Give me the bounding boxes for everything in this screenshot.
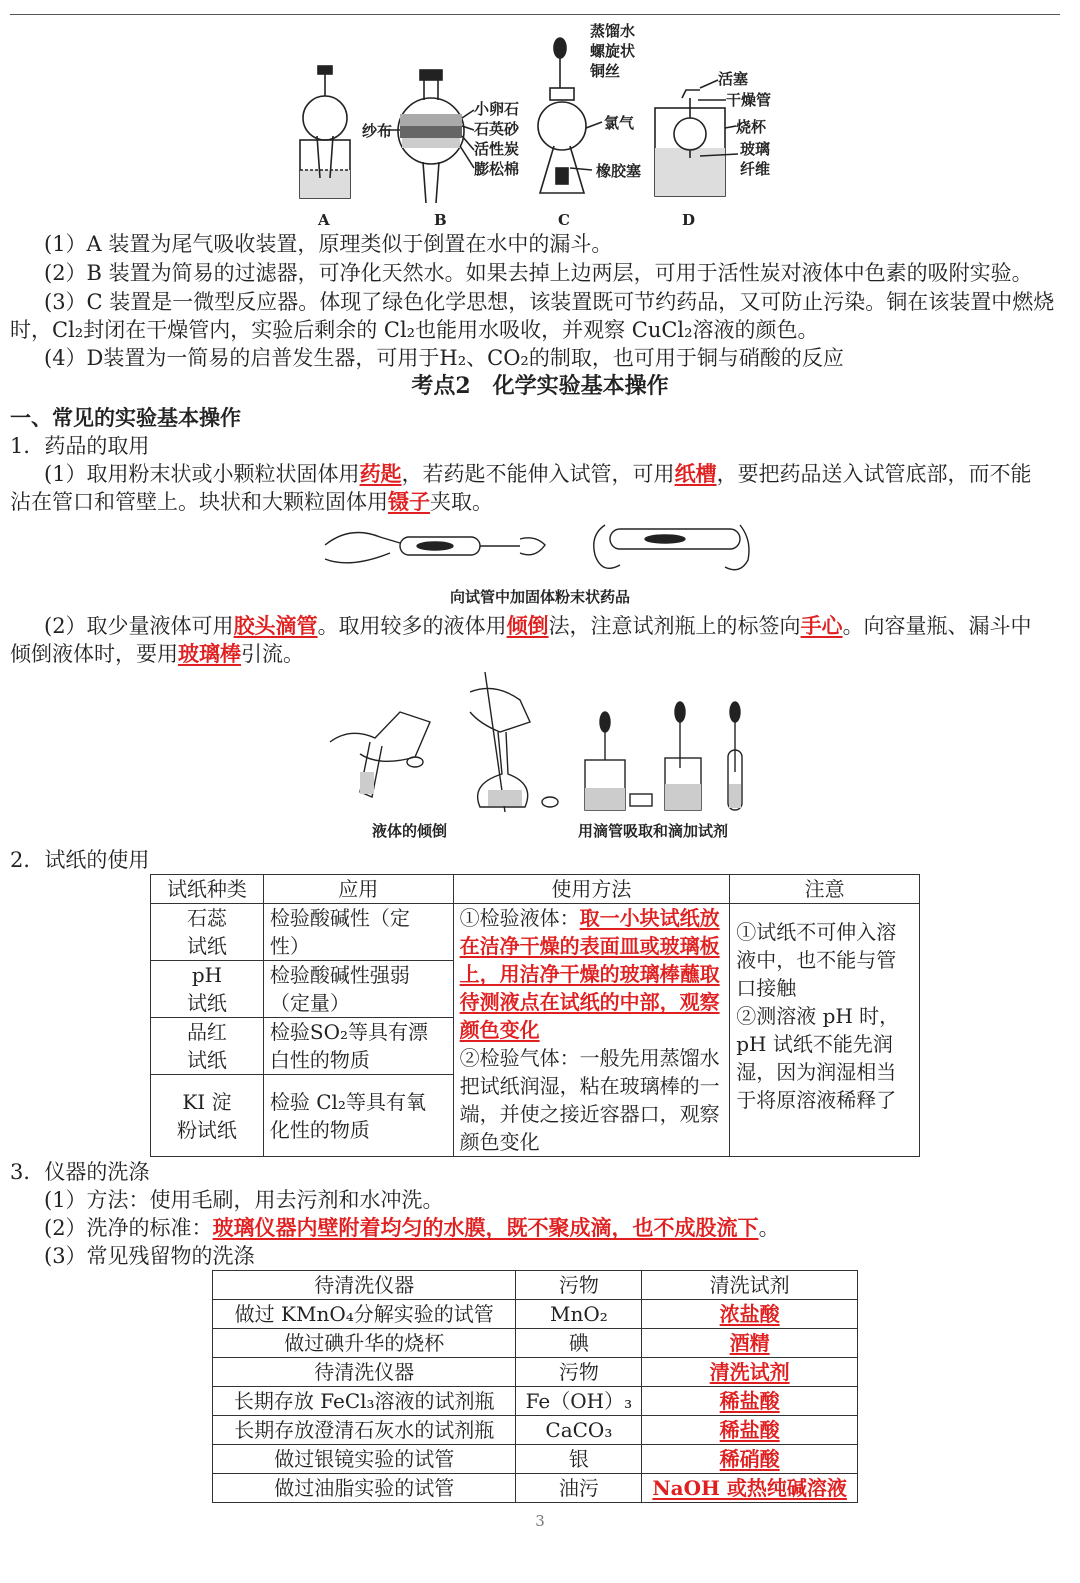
letter-a: A [318,211,330,229]
label-beaker: 烧杯 [736,118,767,136]
table-cell-answer: 酒精 [642,1329,858,1358]
paragraph-2-line-1: (2）取少量液体可用胶头滴管。取用较多的液体用倾倒法，注意试剂瓶上的标签向手心。向容量瓶、漏斗中 [44,613,1032,638]
header-type: 试纸种类 [151,875,264,904]
header-use: 应用 [263,875,453,904]
note-1: (1）A 装置为尾气吸收装置，原理类似于倒置在水中的漏斗。 [44,232,613,256]
header-note: 注意 [730,875,920,904]
table-cell: 银 [516,1445,642,1474]
table-cell: 做过油脂实验的试管 [213,1474,516,1503]
table-cell: 做过银镜实验的试管 [213,1445,516,1474]
label-spiral: 螺旋状 [590,42,636,60]
cell-use: 检验酸碱性（定 性） [263,904,453,961]
table-cell: 做过 KMnO₄分解实验的试管 [213,1300,516,1329]
answer-tweezers: 镊子 [388,489,430,514]
powder-figure [320,515,760,585]
table-cell: Fe（OH）₃ [516,1387,642,1416]
cell-type: KI 淀 粉试纸 [151,1075,264,1157]
label-quartz-sand: 石英砂 [474,120,520,138]
note-3-cont: 时，Cl₂封闭在干燥管内，实验后剩余的 Cl₂也能用水吸收，并观察 CuCl₂溶液的颜色。 [10,318,819,342]
letter-c: C [558,211,570,229]
table-cell-answer: 浓盐酸 [642,1300,858,1329]
top-rule [10,14,1060,15]
item-2-heading: 2．试纸的使用 [10,848,150,872]
cell-type: 石蕊 试纸 [151,904,264,961]
note-3: (3）C 装置是一微型反应器。体现了绿色化学思想，该装置既可节约药品，又可防止污染。铜在该装置中燃烧 [44,290,1055,314]
method-liquid-answer: 取一小块试纸放在洁净干燥的表面皿或玻璃板上，用洁净干燥的玻璃棒蘸取待测液点在试纸的中部，观察颜色变化 [459,906,720,1042]
table-cell: 碘 [516,1329,642,1358]
letter-d: D [682,211,696,229]
item-3-heading: 3．仪器的洗涤 [10,1160,150,1184]
label-rubber-stopper: 橡胶塞 [596,162,642,180]
cell-type: pH 试纸 [151,961,264,1018]
note-4: (4）D装置为一简易的启普发生器，可用于H₂、CO₂的制取，也可用于铜与硝酸的反应 [44,346,844,370]
answer-pour: 倾倒 [506,613,549,638]
table-cell-answer: NaOH 或热纯碱溶液 [642,1474,858,1503]
table-cell-answer: 稀盐酸 [642,1416,858,1445]
paragraph-2-line-2: 倾倒液体时，要用玻璃棒引流。 [10,641,304,666]
apparatus-b [380,70,474,203]
washing-table [212,1270,858,1503]
header-reagent: 清洗试剂 [642,1271,858,1300]
pouring-figure [320,672,760,820]
table-cell-answer: 稀盐酸 [642,1387,858,1416]
table-cell: MnO₂ [516,1300,642,1329]
dropper-caption: 用滴管吸取和滴加试剂 [578,822,729,840]
letter-b: B [434,211,447,229]
table-cell: 污物 [516,1358,642,1387]
wash-standard-answer: 玻璃仪器内壁附着均匀的水膜，既不聚成滴，也不成股流下 [212,1215,759,1240]
wash-method: (1）方法：使用毛刷，用去污剂和水冲洗。 [44,1188,444,1212]
page-title: 考点2 化学实验基本操作 [411,373,669,399]
answer-glass-rod: 玻璃棒 [178,641,241,666]
cell-use: 检验SO₂等具有漂 白性的物质 [263,1018,453,1075]
paragraph-1-line-2: 沾在管口和管壁上。块状和大颗粒固体用镊子夹取。 [10,489,493,514]
wash-standard: (2）洗净的标准：玻璃仪器内壁附着均匀的水膜，既不聚成滴，也不成股流下。 [44,1215,780,1240]
powder-figure-caption: 向试管中加固体粉末状药品 [450,588,631,606]
page-number: 3 [535,1512,545,1530]
answer-palm: 手心 [800,613,843,638]
table-cell: 长期存放 FeCl₃溶液的试剂瓶 [213,1387,516,1416]
header-apparatus: 待清洗仪器 [213,1271,516,1300]
label-distilled-water: 蒸馏水 [590,22,636,40]
label-drying-tube: 干燥管 [726,91,772,109]
label-gauze: 纱布 [362,122,393,140]
apparatus-a [300,66,350,198]
label-glass: 玻璃 [740,140,771,158]
label-cotton: 膨松棉 [474,160,520,178]
label-copper-wire: 铜丝 [590,62,621,80]
label-stopcock: 活塞 [718,70,749,88]
cell-method: ①检验液体：取一小块试纸放在洁净干燥的表面皿或玻璃板上，用洁净干燥的玻璃棒蘸取待测液点在试纸的中部，观察颜色变化 ②检验气体：一般先用蒸馏水把试纸润湿，粘在玻璃棒的一端，并使之接近容器口，观察颜色变化 [453,904,730,1157]
note-2: (2）B 装置为简易的过滤器，可净化天然水。如果去掉上边两层，可用于活性炭对液体中色素的吸附实验。 [44,261,1033,285]
table-cell: 做过碘升华的烧杯 [213,1329,516,1358]
table-cell: 油污 [516,1474,642,1503]
label-pebble: 小卵石 [474,100,520,118]
cell-note: ①试纸不可伸入溶液中，也不能与管口接触 ②测溶液 pH 时，pH 试纸不能先润湿，因为润湿相当于将原溶液稀释了 [730,904,920,1157]
table-cell: CaCO₃ [516,1416,642,1445]
answer-spoon: 药匙 [359,461,402,486]
answer-paper-trough: 纸槽 [674,461,717,486]
apparatus-figure [290,18,772,230]
cell-use: 检验酸碱性强弱 （定量） [263,961,453,1018]
item-1-heading: 1．药品的取用 [10,434,150,458]
test-paper-table [150,874,920,1157]
label-fiber: 纤维 [740,160,771,178]
header-method: 使用方法 [453,875,730,904]
header-residue: 污物 [516,1271,642,1300]
pouring-caption: 液体的倾倒 [372,822,448,840]
table-cell-answer: 清洗试剂 [642,1358,858,1387]
table-cell: 待清洗仪器 [213,1358,516,1387]
table-cell-answer: 稀硝酸 [642,1445,858,1474]
label-chlorine: 氯气 [604,114,635,132]
table-cell: 长期存放澄清石灰水的试剂瓶 [213,1416,516,1445]
wash-residue-heading: (3）常见残留物的洗涤 [44,1244,255,1268]
cell-use: 检验 Cl₂等具有氧 化性的物质 [263,1075,453,1157]
paragraph-1-line-1: (1）取用粉末状或小颗粒状固体用药匙，若药匙不能伸入试管，可用纸槽，要把药品送入试管底部，而不能 [44,461,1032,486]
section-heading: 一、常见的实验基本操作 [10,405,241,430]
label-activated-carbon: 活性炭 [474,140,520,158]
answer-dropper: 胶头滴管 [233,613,318,638]
cell-type: 品红 试纸 [151,1018,264,1075]
